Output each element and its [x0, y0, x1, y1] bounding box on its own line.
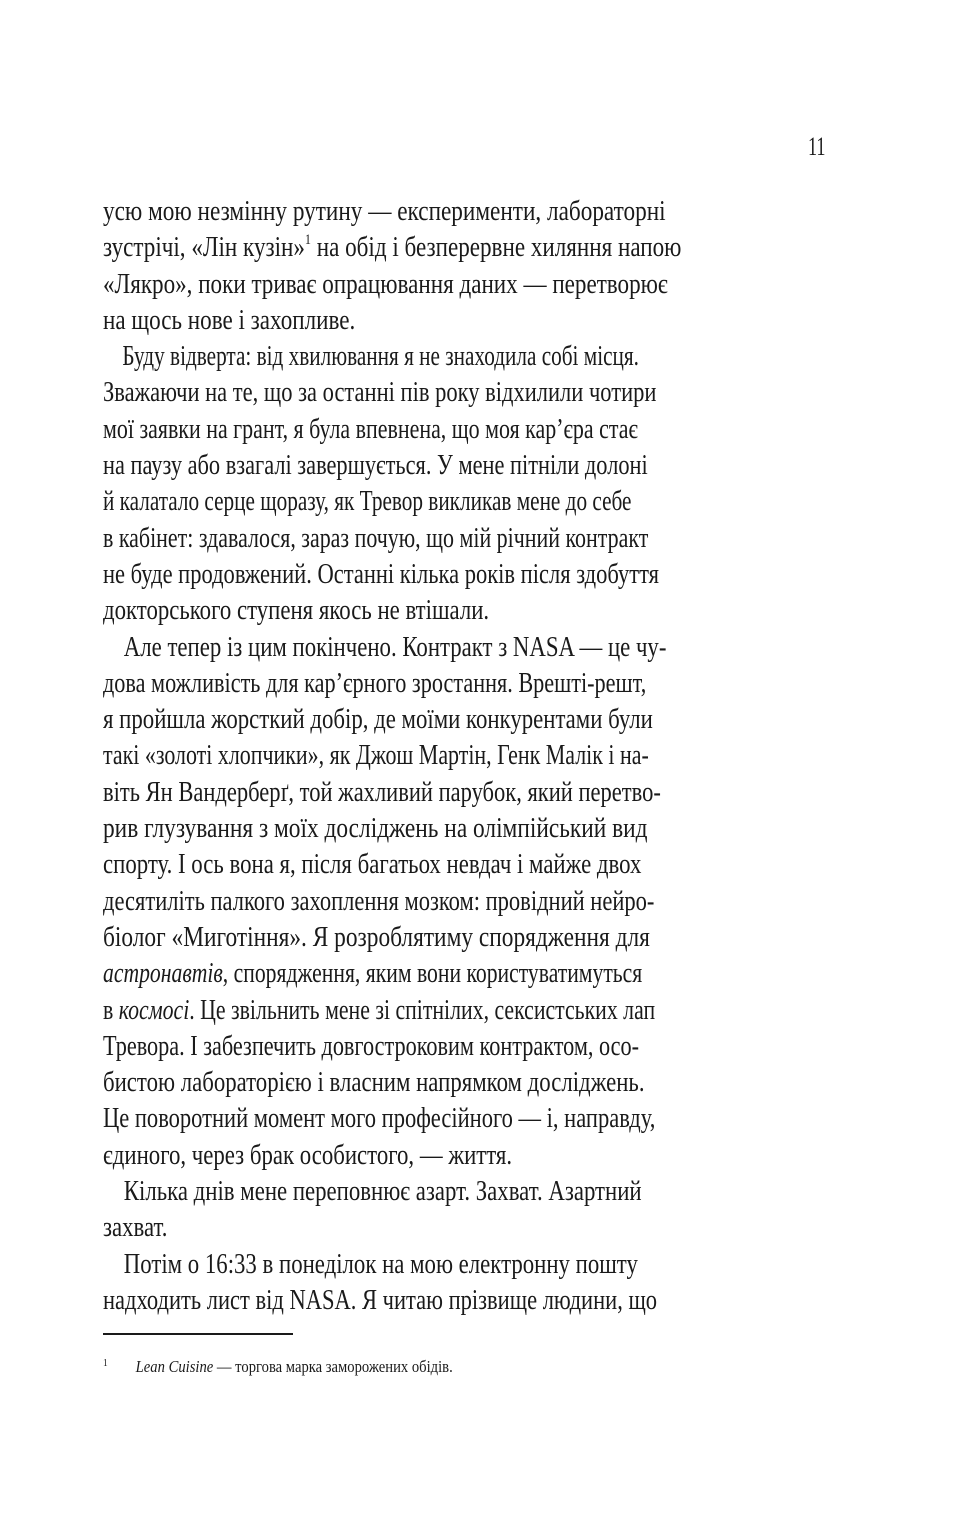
text-line [103, 194, 691, 230]
footnote-text: — торгова марка заморожених обідів. [213, 1357, 453, 1376]
text-line [103, 375, 673, 411]
text-line [103, 521, 659, 557]
text-line [103, 884, 673, 920]
text-line [103, 847, 681, 883]
text-run: Зважаючи на те, що за останні пів року відхилили чотири [103, 377, 657, 409]
page-number: 11 [808, 132, 826, 161]
text-line [103, 630, 681, 666]
body-text [103, 194, 825, 1319]
text-line [103, 1210, 681, 1246]
text-run: Тревора. І забезпечить довгостроковим контрактом, осо- [103, 1030, 640, 1062]
text-run: астронавтів [103, 958, 223, 990]
text-run: рив глузування з моїх досліджень на олімпійський вид [103, 813, 648, 845]
text-run: десятиліть палкого захоплення мозком: провідний нейро- [103, 885, 655, 917]
text-line [103, 1029, 666, 1065]
text-run: спорту. І ось вона я, після багатьох невдач і майже двох [103, 849, 642, 881]
text-run: я пройшла жорсткий добір, де моїми конкурентами були [103, 704, 653, 736]
text-line [103, 448, 670, 484]
text-run: на обід і безперервне хиляння напою [310, 232, 682, 264]
text-run: усю мою незмінну рутину — експерименти, лабораторні [103, 196, 666, 227]
text-line [103, 267, 688, 303]
footnote-divider [103, 1333, 293, 1335]
text-line [103, 993, 655, 1029]
text-line [103, 702, 681, 738]
text-run: мої заявки на грант, я була впевнена, що моя кар’єра стає [103, 413, 638, 445]
text-run: Кілька днів мене переповнює азарт. Захват. Азартний [123, 1176, 642, 1208]
text-line [103, 484, 641, 520]
text-run: «Лякро», поки триває опрацювання даних — перетворює [103, 268, 668, 300]
text-line [103, 666, 666, 702]
text-run: докторського ступеня якось не втішали. [103, 595, 490, 627]
text-line [103, 811, 695, 847]
text-run: в кабінет: здавалося, зараз почую, що мій річний контракт [103, 522, 649, 554]
text-line [103, 1283, 673, 1319]
text-line [103, 956, 652, 992]
text-run: дова можливість для кар’єрного зростання. Врешті-решт, [103, 667, 647, 699]
text-run: бистою лабораторією і власним напрямком досліджень. [103, 1067, 645, 1099]
text-run: зустрічі, «Лін кузін» [103, 232, 305, 264]
text-line [103, 412, 659, 448]
text-run: віть Ян Вандерберґ, той жахливий парубок, який перетво- [103, 776, 661, 808]
text-line [103, 1174, 681, 1210]
text-run: надходить лист від NASA. Я читаю прізвище людини, що [103, 1284, 658, 1316]
text-run: й калатало серце щоразу, як Тревор викликав мене до себе [103, 486, 632, 518]
text-line [103, 738, 659, 774]
text-run: , спорядження, яким вони користуватимуться [222, 958, 643, 990]
footnote-marker: 1 [103, 1357, 108, 1369]
text-line [103, 339, 641, 375]
text-run: в [103, 994, 119, 1026]
text-run: єдиного, через брак особистого, — життя. [103, 1139, 513, 1171]
footnote-brand: Lean Cuisine [135, 1357, 214, 1376]
text-run: біолог «Миготіння». Я розроблятиму спорядження для [103, 921, 650, 953]
text-line [103, 557, 673, 593]
text-line [103, 1101, 673, 1137]
text-line [103, 775, 673, 811]
footnote [103, 1352, 453, 1378]
text-run: такі «золоті хлопчики», як Джош Мартін, Генк Малік і на- [103, 740, 649, 772]
text-run: космосі [118, 994, 190, 1026]
text-run: . Це звільнить мене зі спітнілих, сексистських лап [189, 994, 656, 1026]
text-line [103, 593, 681, 629]
footnote-reference: 1 [304, 232, 311, 249]
text-run: на паузу або взагалі завершується. У мене пітніли долоні [103, 450, 648, 482]
text-line [103, 920, 695, 956]
text-run: Але тепер із цим покінчено. Контракт з NASA — це чу- [123, 631, 667, 663]
text-line [103, 1065, 681, 1101]
text-line [103, 1138, 681, 1174]
text-run: Це поворотний момент мого професійного — і, направду, [103, 1103, 656, 1135]
text-run: Буду відверта: від хвилювання я не знаходила собі місця. [122, 341, 639, 373]
text-run: захват. [103, 1212, 168, 1244]
text-run: на щось нове і захопливе. [103, 304, 356, 336]
text-line [103, 303, 688, 339]
text-line [103, 1247, 681, 1283]
text-run: Потім о 16:33 в понеділок на мою електронну пошту [123, 1248, 638, 1280]
text-run: не буде продовжений. Останні кілька років після здобуття [103, 558, 659, 590]
text-line [103, 230, 688, 266]
